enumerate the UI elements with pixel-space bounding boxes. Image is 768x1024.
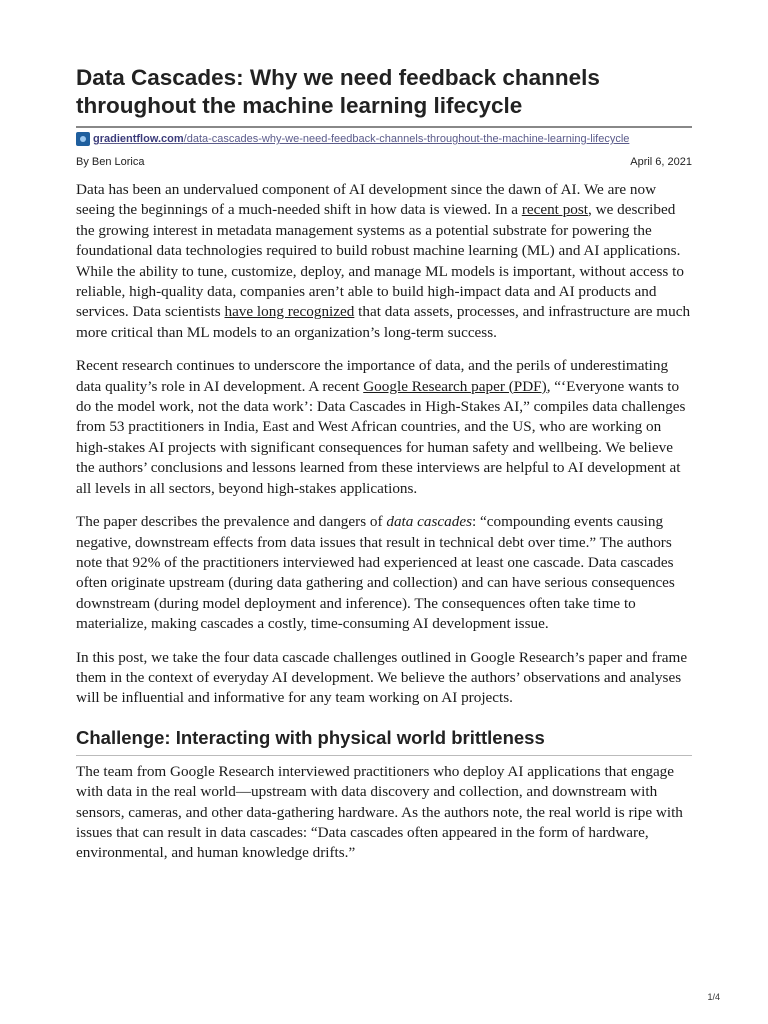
recent-post-link[interactable]: recent post bbox=[521, 201, 589, 219]
paragraph-4: In this post, we take the four data cascade challenges outlined in Google Research’s paper and frame them in the context of everyday AI development. We believe the authors’ observations and analyses will be influential and informative for any team working on AI projects. bbox=[76, 648, 688, 707]
google-research-paper-link[interactable]: Google Research paper (PDF) bbox=[363, 377, 547, 395]
paragraph-1-text-c: that data assets, processes, and infrastructure are much more critical than ML models to an organization’s long-term success. bbox=[76, 303, 691, 341]
byline: By Ben Lorica bbox=[76, 156, 145, 168]
paragraph-1-text-b: , we described the growing interest in metadata management systems as a potential substrate for powering the foundational data technologies required to build robust machine learning (ML) and AI applications. While the ability to tune, customize, deploy, and manage ML models is important, without access to reliable, high-quality data, companies aren’t able to build high-impact data and AI products and services. Data scientists bbox=[76, 201, 684, 321]
source-url-link[interactable] bbox=[93, 133, 629, 145]
paragraph-2-text-a: Recent research continues to underscore the importance of data, and the perils of underestimating data quality’s role in AI development. A recent bbox=[76, 357, 669, 395]
publish-date: April 6, 2021 bbox=[630, 156, 692, 168]
data-cascades-term: data cascades bbox=[386, 513, 472, 531]
meta-row bbox=[76, 156, 692, 168]
article-page bbox=[76, 64, 692, 877]
source-path: /data-cascades-why-we-need-feedback-channels-throughout-the-machine-learning-lifecycle bbox=[183, 133, 630, 145]
source-domain: gradientflow.com bbox=[93, 133, 184, 145]
paragraph-3-text-b: : “compounding events causing negative, downstream effects from data issues that result in technical debt over time.” The authors note that 92% of the practitioners interviewed had experienced at least one cascade. Data cascades often originate upstream (during data gathering and collection) and can have serious consequences downstream (during model deployment and inference). The consequences often take time to materialize, making cascades a costly, time-consuming AI development issue. bbox=[76, 513, 675, 633]
article-title: Data Cascades: Why we need feedback channels throughout the machine learning lifecycle bbox=[76, 65, 600, 118]
paragraph-1-text-a: Data has been an undervalued component of AI development since the dawn of AI. We are now seeing the beginnings of a much-needed shift in how data is viewed. In a bbox=[76, 181, 657, 219]
page-number: 1/4 bbox=[707, 992, 720, 1002]
paragraph-3 bbox=[76, 512, 692, 634]
section-heading-physical-world: Challenge: Interacting with physical world brittleness bbox=[76, 727, 692, 756]
source-bar bbox=[76, 126, 692, 147]
paragraph-3-text-a: The paper describes the prevalence and dangers of bbox=[76, 513, 387, 531]
paragraph-1 bbox=[76, 180, 692, 343]
paragraph-2 bbox=[76, 356, 692, 499]
paragraph-5: The team from Google Research interviewed practitioners who deploy AI applications that engage with data in the real world—upstream with data discovery and collection, and downstream with sensors, cameras, and other data-gathering hardware. As the authors note, the real world is ripe with issues that can result in data cascades: “Data cascades often appeared in the form of hardware, environmental, and human knowledge drifts.” bbox=[76, 762, 683, 862]
have-long-recognized-link[interactable]: have long recognized bbox=[224, 303, 355, 321]
paragraph-2-text-b: , “‘Everyone wants to do the model work, not the data work’: Data Cascades in High-Stakes AI,” compiles data challenges from 53 practitioners in India, East and West African countries, and the US, who are working on high-stakes AI projects with significant consequences for human safety and wellbeing. We believe the authors’ conclusions and lessons learned from these interviews are helpful to AI development at all levels in all sectors, beyond high-stakes applications. bbox=[76, 377, 686, 497]
gradientflow-favicon-icon bbox=[76, 132, 90, 146]
